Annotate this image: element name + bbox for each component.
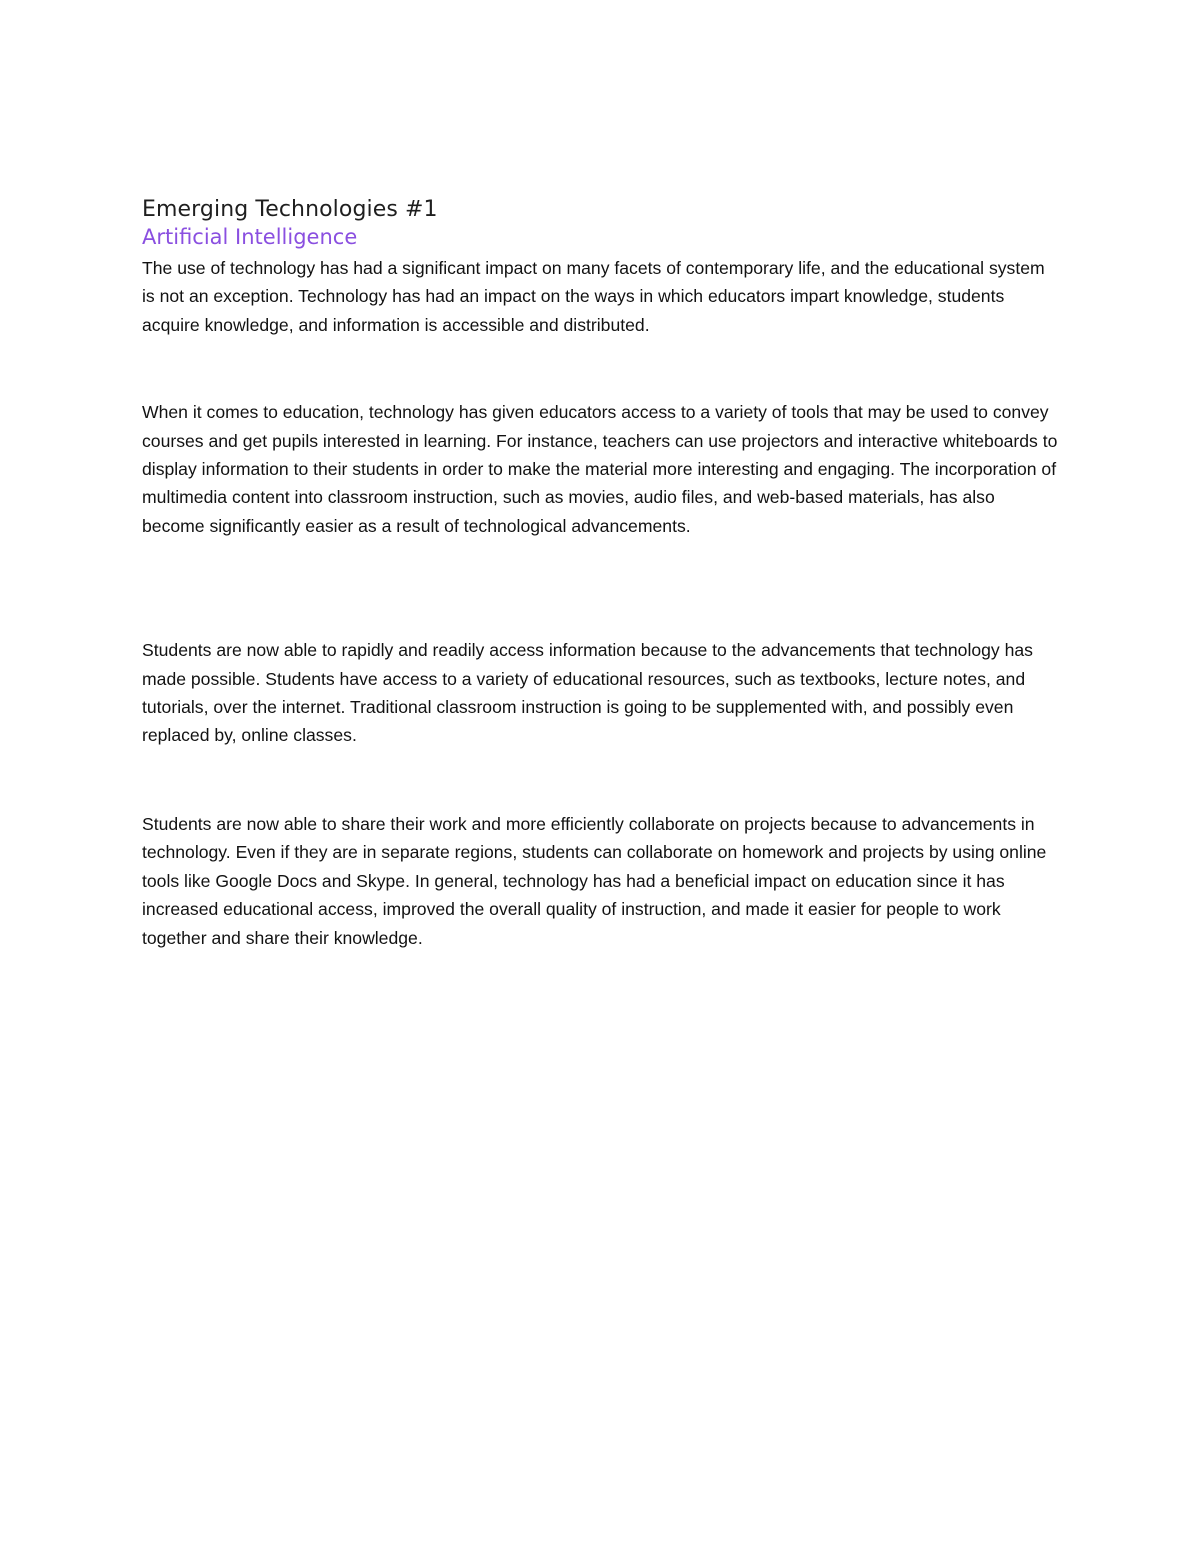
document-title: Emerging Technologies #1 <box>142 197 438 222</box>
document-body <box>142 196 1062 952</box>
document-subtitle: Artificial Intelligence <box>142 225 358 249</box>
paragraph-student-access: Students are now able to rapidly and readily access information because to the advancements that technology has made possible. Students have access to a variety of educational resources, such as textbooks, lecture notes, and tutorials, over the internet. Traditional classroom instruction is going to be supplemented with, and possibly even replaced by, online classes. <box>142 640 1033 746</box>
paragraph-spacer <box>142 540 1062 636</box>
paragraph-intro: The use of technology has had a significant impact on many facets of contemporary life, and the educational system is not an exception. Technology has had an impact on the ways in which educators impart knowledge, students acquire knowledge, and information is accessible and distributed. <box>142 258 1045 335</box>
paragraph-spacer <box>142 339 1062 398</box>
paragraph-collaboration: Students are now able to share their work and more efficiently collaborate on projects because to advancements in technology. Even if they are in separate regions, students can collaborate on homework and projects by using online tools like Google Docs and Skype. In general, technology has had a beneficial impact on education since it has increased educational access, improved the overall quality of instruction, and made it easier for people to work together and share their knowledge. <box>142 813 1047 948</box>
paragraph-educators-tools: When it comes to education, technology has given educators access to a variety of tools that may be used to convey courses and get pupils interested in learning. For instance, teachers can use projectors and interactive whiteboards to display information to their students in order to make the material more interesting and engaging. The incorporation of multimedia content into classroom instruction, such as movies, audio files, and web-based materials, has also become significantly easier as a result of technological advancements. <box>142 402 1058 536</box>
paragraph-spacer <box>142 750 1062 810</box>
